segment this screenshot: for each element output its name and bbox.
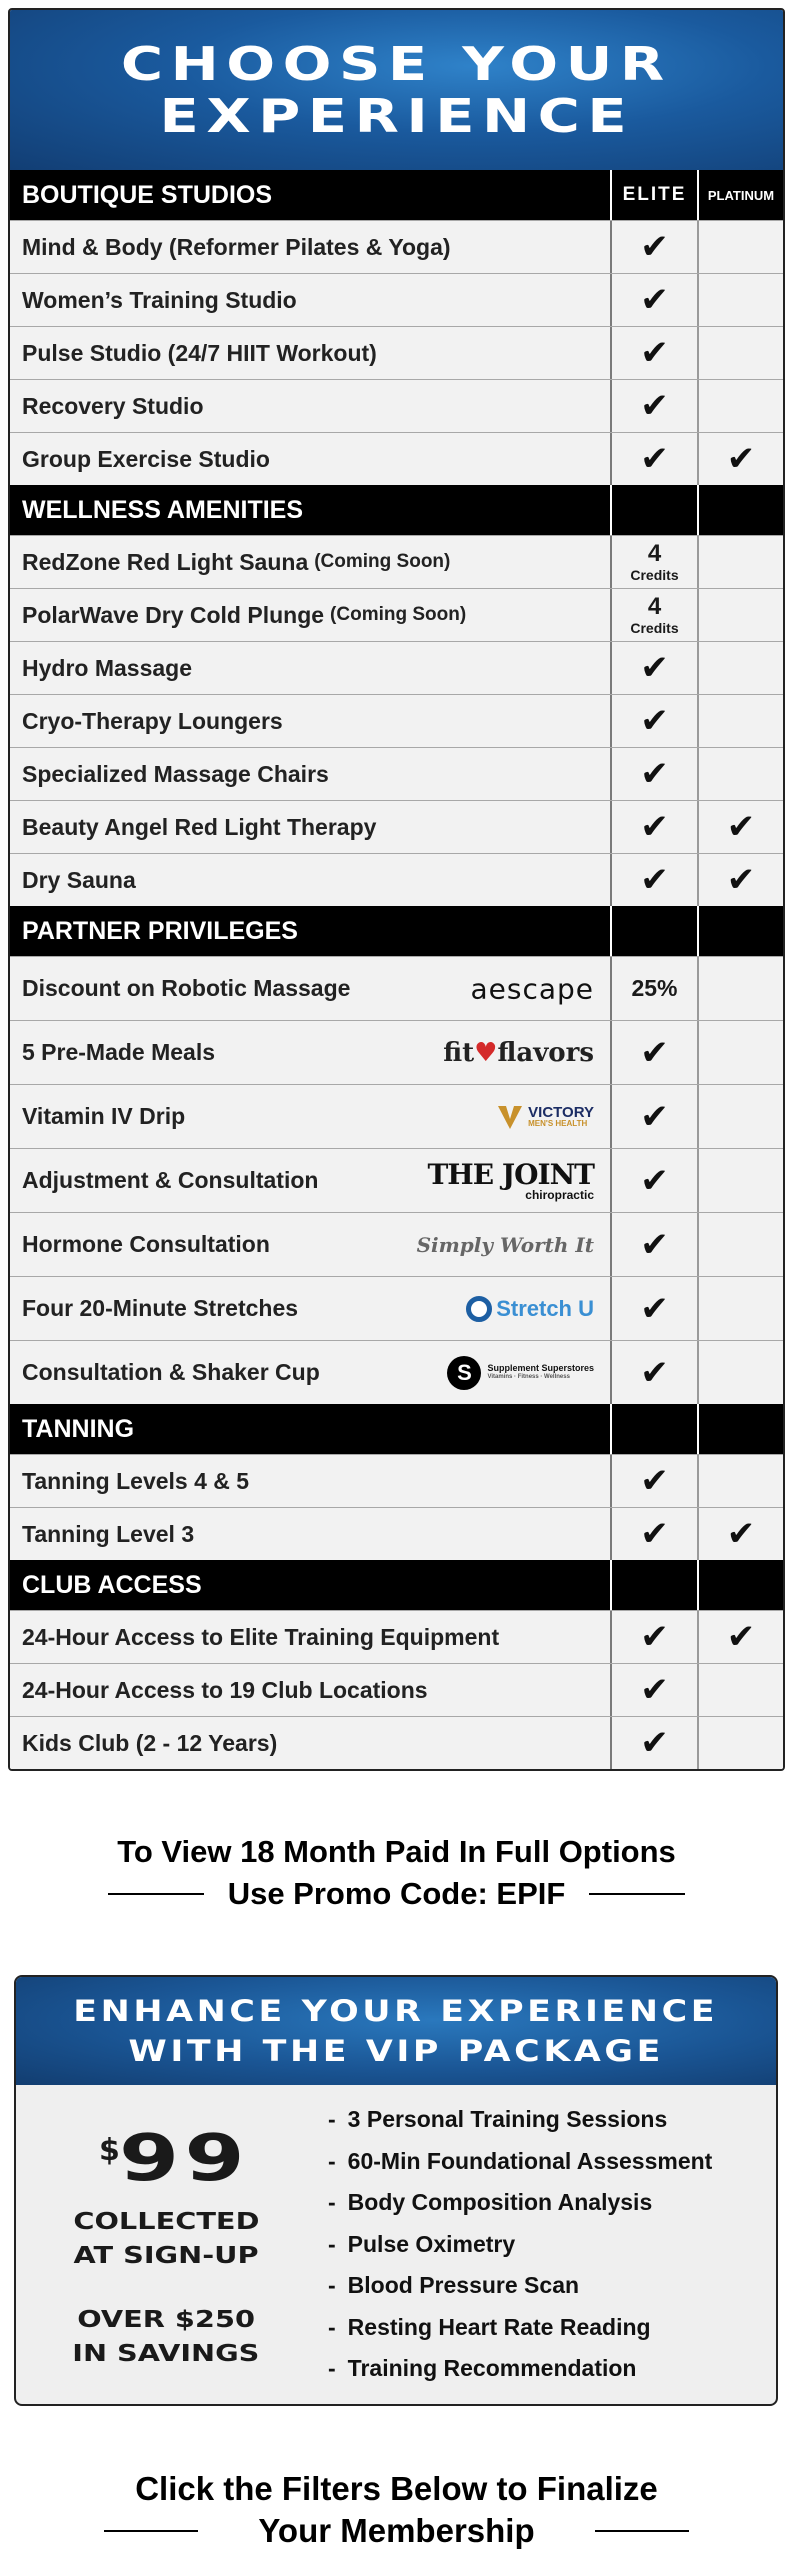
filters-line-1: Click the Filters Below to Finalize <box>135 2470 658 2507</box>
elite-cell <box>610 1213 697 1276</box>
vip-price-block <box>16 2099 316 2390</box>
table-row <box>10 1212 783 1276</box>
feature-label: Specialized Massage Chairs <box>22 760 329 787</box>
table-row <box>10 379 783 432</box>
list-dash-icon: - <box>328 2189 336 2216</box>
feature-label: PolarWave Dry Cold Plunge <box>22 601 325 628</box>
joint-subtitle: chiropractic <box>525 1187 594 1202</box>
hero-banner <box>10 10 783 170</box>
platinum-cell <box>697 1455 783 1507</box>
check-icon: ✔ <box>726 1617 756 1657</box>
elite-cell <box>610 801 697 853</box>
check-icon: ✔ <box>640 648 669 688</box>
feature-name <box>10 748 610 800</box>
table-row <box>10 1716 783 1769</box>
section-header-boutique-studios <box>10 170 783 220</box>
membership-comparison-table <box>8 8 785 1771</box>
elite-cell <box>610 695 697 747</box>
elite-cell <box>610 380 697 432</box>
heart-icon: ♥ <box>474 1037 498 1068</box>
supplement-s-icon: S <box>447 1356 481 1390</box>
feature-label: Consultation & Shaker Cup <box>22 1359 320 1385</box>
supplement-text <box>487 1364 594 1380</box>
column-header-elite <box>610 485 697 535</box>
check-icon: ✔ <box>726 439 756 479</box>
table-row <box>10 747 783 800</box>
platinum-cell <box>697 536 783 588</box>
platinum-cell <box>697 1717 783 1769</box>
elite-cell <box>610 221 697 273</box>
list-dash-icon: - <box>328 2147 336 2174</box>
vip-currency: $ <box>99 2133 120 2168</box>
victory-title: VICTORY <box>528 1104 594 1121</box>
feature-label: Tanning Level 3 <box>22 1520 195 1547</box>
platinum-cell <box>697 1021 783 1084</box>
column-header-elite <box>610 1560 697 1610</box>
feature-name <box>10 380 610 432</box>
elite-cell <box>610 274 697 326</box>
platinum-cell <box>697 327 783 379</box>
section-header-club-access <box>10 1560 783 1610</box>
feature-label: Kids Club (2 - 12 Years) <box>22 1729 278 1756</box>
vip-benefit-item <box>328 2348 776 2390</box>
elite-cell <box>610 433 697 485</box>
feature-label: Four 20-Minute Stretches <box>22 1295 299 1321</box>
vip-benefit-item <box>328 2307 776 2349</box>
elite-cell <box>610 642 697 694</box>
partner-logo-fitflavors <box>443 1038 594 1068</box>
vip-benefit-item <box>328 2224 776 2266</box>
elite-label: ELITE <box>622 184 687 205</box>
feature-label: Dry Sauna <box>22 866 136 893</box>
victory-text <box>528 1105 594 1128</box>
check-icon: ✔ <box>640 227 669 267</box>
list-dash-icon: - <box>328 2313 336 2340</box>
vip-benefit-text: Pulse Oximetry <box>347 2230 516 2257</box>
platinum-cell <box>697 1664 783 1716</box>
elite-cell <box>610 536 697 588</box>
feature-label: 24-Hour Access to Elite Training Equipment <box>22 1623 500 1650</box>
credits-value <box>630 542 678 582</box>
elite-cell <box>610 854 697 906</box>
feature-name <box>10 1508 610 1560</box>
column-header-platinum <box>697 170 783 220</box>
partner-logo-aescape <box>470 972 594 1005</box>
promo-divider-right <box>589 1893 685 1895</box>
feature-name <box>10 1213 610 1276</box>
check-icon: ✔ <box>640 1288 669 1329</box>
platinum-cell <box>697 1277 783 1340</box>
feature-label: Women’s Training Studio <box>22 286 297 313</box>
filters-divider-right <box>595 2530 689 2532</box>
credits-label: Credits <box>630 567 679 583</box>
elite-cell <box>610 1277 697 1340</box>
platinum-cell <box>697 274 783 326</box>
platinum-cell <box>697 642 783 694</box>
feature-label: Beauty Angel Red Light Therapy <box>22 813 377 840</box>
feature-label: 24-Hour Access to 19 Club Locations <box>22 1676 428 1703</box>
check-icon: ✔ <box>640 280 669 320</box>
supplement-name: Supplement Superstores <box>487 1363 594 1374</box>
platinum-cell <box>697 1341 783 1404</box>
credits-label: Credits <box>630 620 679 636</box>
table-row <box>10 1020 783 1084</box>
check-icon: ✔ <box>640 1096 669 1137</box>
feature-name <box>10 1664 610 1716</box>
section-title-text: TANNING <box>22 1414 135 1443</box>
vip-savings-line-2: IN SAVINGS <box>72 2341 260 2367</box>
feature-label: Mind & Body (Reformer Pilates & Yoga) <box>22 233 451 260</box>
check-icon: ✔ <box>640 1461 669 1501</box>
elite-cell <box>610 1085 697 1148</box>
list-dash-icon: - <box>328 2106 336 2133</box>
feature-name <box>10 1455 610 1507</box>
table-row <box>10 641 783 694</box>
promo-callout <box>0 1834 793 1912</box>
promo-code-text: Use Promo Code: EPIF <box>227 1876 566 1911</box>
joint-title: THE JOINT <box>427 1157 594 1191</box>
vip-title-line-2: WITH THE VIP PACKAGE <box>128 2034 664 2068</box>
vip-benefit-text: 3 Personal Training Sessions <box>347 2106 668 2133</box>
feature-name <box>10 1085 610 1148</box>
credits-value <box>630 595 678 635</box>
platinum-cell <box>697 695 783 747</box>
section-title <box>10 1404 610 1454</box>
check-icon: ✔ <box>640 1514 669 1554</box>
vip-benefit-item <box>328 2265 776 2307</box>
section-header-tanning <box>10 1404 783 1454</box>
elite-cell <box>610 1021 697 1084</box>
filters-line-2: Your Membership <box>258 2512 535 2549</box>
section-title <box>10 906 610 956</box>
feature-name <box>10 1611 610 1663</box>
feature-label: Adjustment & Consultation <box>22 1167 319 1193</box>
feature-name <box>10 1277 610 1340</box>
column-header-elite <box>610 906 697 956</box>
feature-name <box>10 536 610 588</box>
credits-number: 4 <box>647 593 662 620</box>
feature-label: 5 Pre-Made Meals <box>22 1039 216 1065</box>
platinum-cell <box>697 589 783 641</box>
elite-cell <box>610 1508 697 1560</box>
feature-name <box>10 1717 610 1769</box>
vip-benefit-text: Body Composition Analysis <box>347 2189 653 2216</box>
table-row <box>10 1507 783 1560</box>
table-row <box>10 1454 783 1507</box>
section-title <box>10 485 610 535</box>
feature-name <box>10 1021 610 1084</box>
elite-cell <box>610 1455 697 1507</box>
filters-callout <box>0 2470 793 2550</box>
section-title-text: WELLNESS AMENITIES <box>22 495 304 524</box>
check-icon: ✔ <box>640 1617 669 1657</box>
check-icon: ✔ <box>726 860 756 900</box>
table-row <box>10 694 783 747</box>
table-row <box>10 1084 783 1148</box>
vip-title-line-1: ENHANCE YOUR EXPERIENCE <box>73 1994 719 2028</box>
fitflavors-logo-text-a: fit <box>443 1037 475 1068</box>
section-header-wellness-amenities <box>10 485 783 535</box>
discount-value: 25% <box>631 975 678 1001</box>
joint-logo <box>427 1157 594 1202</box>
column-header-platinum <box>697 1404 783 1454</box>
vip-collected-line-1: COLLECTED <box>72 2209 260 2235</box>
table-row <box>10 853 783 906</box>
column-header-elite <box>610 1404 697 1454</box>
platinum-cell <box>697 1508 783 1560</box>
feature-label: Hydro Massage <box>22 654 193 681</box>
section-header-partner-privileges <box>10 906 783 956</box>
filters-divider-left <box>104 2530 198 2532</box>
check-icon: ✔ <box>726 1514 756 1554</box>
elite-cell <box>610 1341 697 1404</box>
feature-label: Hormone Consultation <box>22 1231 270 1257</box>
table-row <box>10 956 783 1020</box>
stretch-u-text: Stretch U <box>496 1295 594 1321</box>
platinum-cell <box>697 221 783 273</box>
check-icon: ✔ <box>640 1160 669 1201</box>
promo-divider-left <box>108 1893 204 1895</box>
check-icon: ✔ <box>640 1224 669 1265</box>
vip-benefit-text: Blood Pressure Scan <box>347 2272 580 2299</box>
feature-name <box>10 221 610 273</box>
feature-note: (Coming Soon) <box>330 604 467 625</box>
partner-logo-victory <box>496 1103 594 1131</box>
table-body <box>10 170 783 1769</box>
stretch-u-logo <box>466 1296 594 1322</box>
section-title-text: BOUTIQUE STUDIOS <box>22 180 273 209</box>
table-row <box>10 1276 783 1340</box>
check-icon: ✔ <box>640 807 669 847</box>
hero-title-line-2: EXPERIENCE <box>159 89 634 143</box>
feature-label: Vitamin IV Drip <box>22 1103 186 1129</box>
simply-worth-it-logo: Simply Worth It <box>416 1232 594 1257</box>
check-icon: ✔ <box>640 860 669 900</box>
check-icon: ✔ <box>640 333 669 373</box>
table-row <box>10 1663 783 1716</box>
feature-name <box>10 854 610 906</box>
feature-name <box>10 695 610 747</box>
table-row <box>10 326 783 379</box>
table-row <box>10 432 783 485</box>
check-icon: ✔ <box>640 1032 669 1073</box>
elite-cell <box>610 1717 697 1769</box>
section-title-text: CLUB ACCESS <box>22 1570 202 1599</box>
vip-price <box>99 2122 250 2196</box>
column-header-elite <box>610 170 697 220</box>
table-row <box>10 1148 783 1212</box>
check-icon: ✔ <box>640 1723 669 1763</box>
platinum-cell <box>697 957 783 1020</box>
credits-number: 4 <box>647 540 662 567</box>
vip-savings-line-1: OVER $250 <box>77 2307 255 2333</box>
platinum-cell <box>697 748 783 800</box>
platinum-cell <box>697 1213 783 1276</box>
column-header-platinum <box>697 1560 783 1610</box>
vip-package-card <box>14 1975 778 2406</box>
supplement-tagline: Vitamins · Fitness · Wellness <box>487 1374 570 1381</box>
vip-benefit-text: Resting Heart Rate Reading <box>347 2313 651 2340</box>
list-dash-icon: - <box>328 2272 336 2299</box>
stretch-ring-icon <box>466 1296 492 1322</box>
partner-logo-joint <box>427 1157 594 1202</box>
column-header-platinum <box>697 906 783 956</box>
platinum-label: PLATINUM <box>707 187 775 203</box>
feature-label: Cryo-Therapy Loungers <box>22 707 283 734</box>
list-dash-icon: - <box>328 2355 336 2382</box>
aescape-logo-text: aescape <box>470 972 594 1005</box>
feature-name <box>10 327 610 379</box>
section-title <box>10 1560 610 1610</box>
platinum-cell <box>697 433 783 485</box>
table-row <box>10 1610 783 1663</box>
hero-title-line-1: CHOOSE YOUR <box>121 37 672 91</box>
elite-cell <box>610 1664 697 1716</box>
section-title-text: PARTNER PRIVILEGES <box>22 916 298 945</box>
vip-header <box>16 1977 776 2085</box>
supplement-superstores-logo <box>447 1356 594 1390</box>
feature-name <box>10 1149 610 1212</box>
table-row <box>10 273 783 326</box>
vip-benefit-item <box>328 2099 776 2141</box>
feature-label: Recovery Studio <box>22 392 204 419</box>
partner-logo-supplement <box>447 1356 594 1390</box>
fitflavors-logo-text-b: flavors <box>497 1037 594 1068</box>
victory-subtitle: MEN'S HEALTH <box>528 1119 588 1128</box>
elite-cell <box>610 327 697 379</box>
feature-label: RedZone Red Light Sauna <box>22 548 309 575</box>
elite-cell <box>610 748 697 800</box>
vip-benefit-item <box>328 2141 776 2183</box>
elite-cell <box>610 1149 697 1212</box>
vip-benefit-text: 60-Min Foundational Assessment <box>347 2147 713 2174</box>
table-row <box>10 220 783 273</box>
platinum-cell <box>697 801 783 853</box>
victory-logo <box>496 1103 594 1131</box>
fitflavors-logo <box>443 1038 594 1068</box>
feature-label: Group Exercise Studio <box>22 445 270 472</box>
feature-name <box>10 274 610 326</box>
feature-label: Discount on Robotic Massage <box>22 975 351 1001</box>
check-icon: ✔ <box>640 439 669 479</box>
platinum-cell <box>697 1611 783 1663</box>
platinum-cell <box>697 1085 783 1148</box>
check-icon: ✔ <box>640 1670 669 1710</box>
feature-note: (Coming Soon) <box>314 551 451 572</box>
feature-name <box>10 589 610 641</box>
platinum-cell <box>697 1149 783 1212</box>
feature-label: Tanning Levels 4 & 5 <box>22 1467 250 1494</box>
feature-name <box>10 1341 610 1404</box>
check-icon: ✔ <box>640 1352 669 1393</box>
partner-logo-stretch <box>466 1296 594 1322</box>
table-row <box>10 1340 783 1404</box>
vip-price-amount: 99 <box>118 2122 250 2196</box>
promo-line-1: To View 18 Month Paid In Full Options <box>117 1834 676 1869</box>
list-dash-icon: - <box>328 2230 336 2257</box>
section-title <box>10 170 610 220</box>
check-icon: ✔ <box>640 701 669 741</box>
elite-cell <box>610 589 697 641</box>
column-header-platinum <box>697 485 783 535</box>
platinum-cell <box>697 854 783 906</box>
elite-cell <box>610 957 697 1020</box>
check-icon: ✔ <box>640 754 669 794</box>
table-row <box>10 535 783 588</box>
feature-name <box>10 801 610 853</box>
table-row <box>10 588 783 641</box>
vip-benefits-list <box>316 2099 776 2390</box>
vip-collected-line-2: AT SIGN-UP <box>73 2243 259 2269</box>
feature-name <box>10 433 610 485</box>
table-row <box>10 800 783 853</box>
partner-logo-simply <box>417 1233 594 1257</box>
vip-benefit-item <box>328 2182 776 2224</box>
feature-label: Pulse Studio (24/7 HIIT Workout) <box>22 339 377 366</box>
platinum-cell <box>697 380 783 432</box>
elite-cell <box>610 1611 697 1663</box>
check-icon: ✔ <box>726 807 756 847</box>
vip-benefit-text: Training Recommendation <box>347 2355 637 2382</box>
check-icon: ✔ <box>640 386 669 426</box>
feature-name <box>10 642 610 694</box>
victory-v-icon <box>496 1103 524 1131</box>
feature-name <box>10 957 610 1020</box>
